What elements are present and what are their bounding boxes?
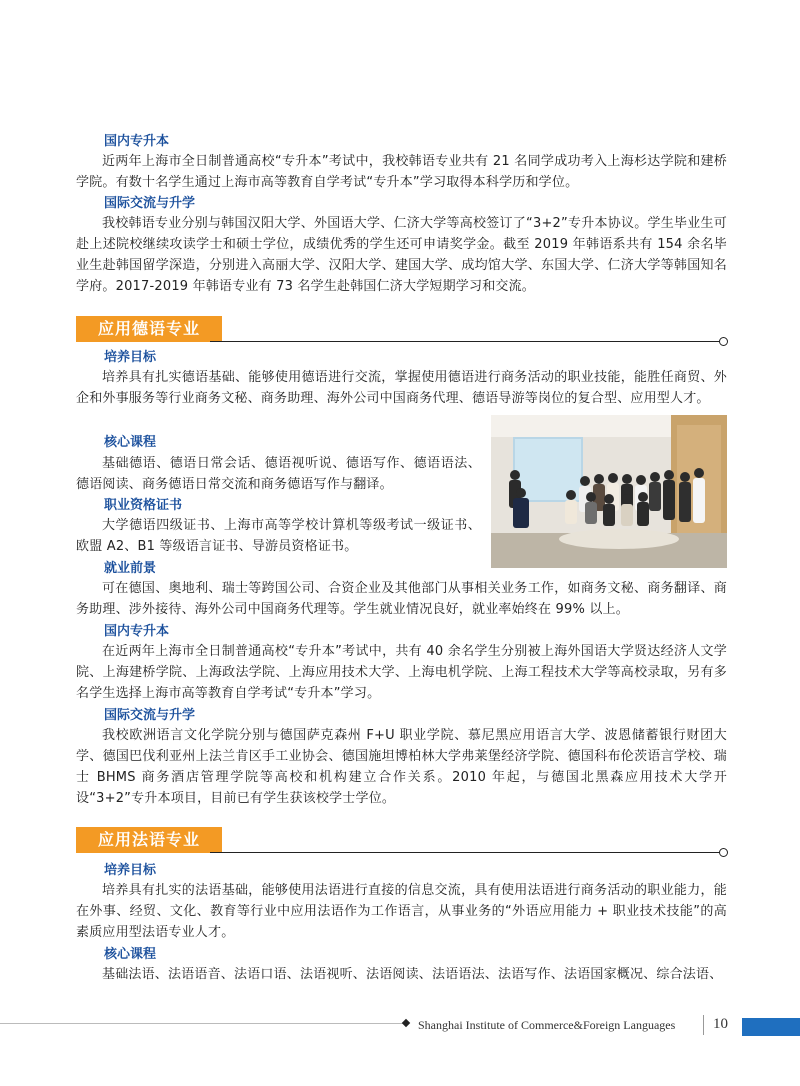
footer-school-name: Shanghai Institute of Commerce&Foreign Languages [418,1018,676,1032]
paragraph: 我校韩语专业分别与韩国汉阳大学、外国语大学、仁济大学等高校签订了“3+2”专升本协议。学生毕业生可赴上述院校继续攻读学士和硕士学位，成绩优秀的学生还可申请奖学金。截至 2019 年韩语系共有 154 余名毕业生赴韩国留学深造，分别进入高丽大学、汉阳大学、建国大学、成均馆大学、东国大学、仁济大学等韩国知名学府。2017-2019 年韩语专业有 73 名学生赴韩国仁济大学短期学习和交流。 [76,216,727,294]
section-heading: 国际交流与升学 [104,708,196,723]
footer-separator [703,1015,704,1035]
section-heading: 国际交流与升学 [104,196,196,211]
section-heading: 职业资格证书 [104,498,183,513]
paragraph: 可在德国、奥地利、瑞士等跨国公司、合资企业及其他部门从事相关业务工作，如商务文秘、商务翻译、商务助理、涉外接待、海外公司中国商务代理等。学生就业情况良好，就业率始终在 99% 以上。 [76,581,727,617]
group-photo-illustration [491,415,727,568]
banner-dot [719,848,728,857]
paragraph: 近两年上海市全日制普通高校“专升本”考试中，我校韩语专业共有 21 名同学成功考入上海杉达学院和建桥学院。有数十名学生通过上海市高等教育自学考试“专升本”学习取得本科学历和学位。 [76,154,727,190]
section-heading: 核心课程 [104,435,157,450]
banner-rule [210,341,722,342]
banner-title: 应用德语专业 [76,316,222,342]
section-heading: 培养目标 [104,863,157,878]
section-heading: 国内专升本 [104,624,170,639]
french-section-banner [0,827,800,853]
footer-rule [0,1023,405,1024]
paragraph: 大学德语四级证书、上海市高等学校计算机等级考试一级证书、欧盟 A2、B1 等级语言证书、导游员资格证书。 [76,518,481,554]
banner-title: 应用法语专业 [76,827,222,853]
section-heading: 国内专升本 [104,134,170,149]
banner-dot [719,337,728,346]
page-number: 10 [713,1016,728,1032]
paragraph: 基础德语、德语日常会话、德语视听说、德语写作、德语语法、德语阅读、商务德语日常交流和商务德语写作与翻译。 [76,456,481,492]
banner-rule [210,852,722,853]
paragraph: 基础法语、法语语音、法语口语、法语视听、法语阅读、法语语法、法语写作、法语国家概况、综合法语、 [102,967,723,982]
paragraph: 我校欧洲语言文化学院分别与德国萨克森州 F+U 职业学院、慕尼黑应用语言大学、波恩储蓄银行财团大学、德国巴伐利亚州上法兰肯区手工业协会、德国施坦博柏林大学弗莱堡经济学院、德国科布伦茨语言学校、瑞士 BHMS 商务酒店管理学院等高校和机构建立合作关系。2010 年起，与德国北黑森应用技术大学开设“3+2”专升本项目，目前已有学生获该校学士学位。 [76,728,727,806]
paragraph: 在近两年上海市全日制普通高校“专升本”考试中，共有 40 余名学生分别被上海外国语大学贤达经济人文学院、上海建桥学院、上海政法学院、上海应用技术大学、上海电机学院、上海工程技术大学等高校录取，另有多名学生选择上海市高等教育自学考试“专升本”学习。 [76,644,727,701]
section-heading: 培养目标 [104,350,157,365]
footer-diamond-icon [402,1019,410,1027]
section-heading: 就业前景 [104,561,157,576]
section-heading: 核心课程 [104,947,157,962]
paragraph: 培养具有扎实的法语基础，能够使用法语进行直接的信息交流，具有使用法语进行商务活动的职业能力，能在外事、经贸、文化、教育等行业中应用法语作为工作语言，从事业务的“外语应用能力 + 职业技术技能”的高素质应用型法语专业人才。 [76,883,727,940]
german-section-banner [0,316,800,342]
group-photo [491,415,727,568]
paragraph: 培养具有扎实德语基础、能够使用德语进行交流，掌握使用德语进行商务活动的职业技能，能胜任商贸、外企和外事服务等行业商务文秘、商务助理、海外公司中国商务代理、德语导游等岗位的复合型、应用型人才。 [76,370,727,406]
footer-accent-bar [742,1018,800,1036]
